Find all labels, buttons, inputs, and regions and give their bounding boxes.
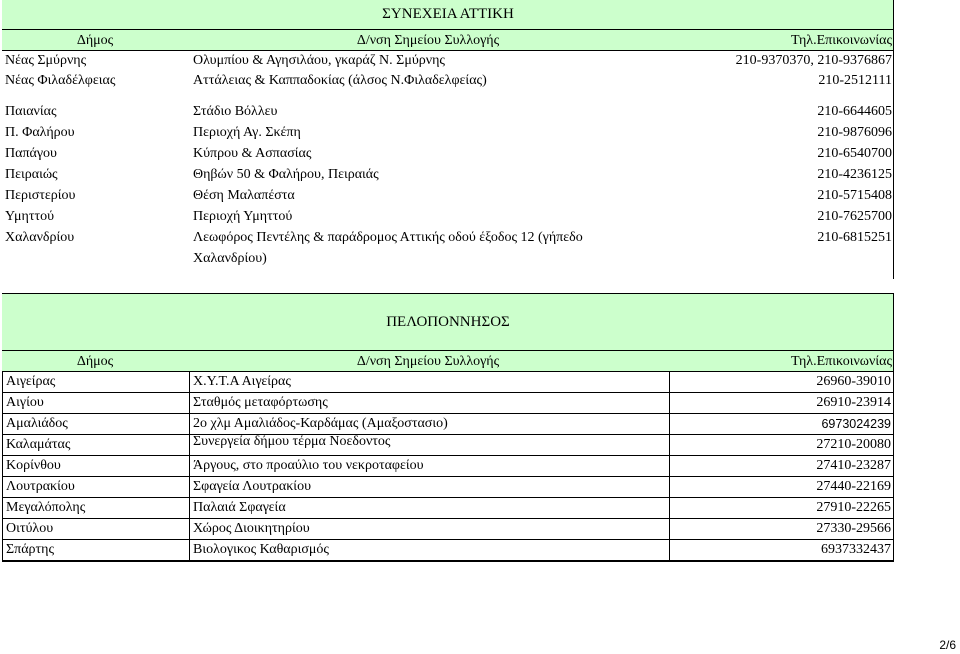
cell-dimos: Αμαλιάδος (2, 414, 190, 434)
cell-point: Σφαγεία Λουτρακίου (190, 477, 670, 497)
cell-phone: 210-9370370, 210-9376867 (735, 53, 892, 68)
section-attiki (2, 0, 894, 269)
header-dimos: Δήμος (76, 354, 114, 369)
cell-point: 2ο χλμ Αμαλιάδος-Καρδάμας (Αμαξοστασιο) (190, 414, 670, 434)
cell-point: Χώρος Διοικητηρίου (190, 519, 670, 539)
table-row (2, 414, 894, 435)
cell-dimos: Κορίνθου (2, 456, 190, 476)
cell-point: Συνεργεία δήμου τέρμα Νοεδοντος (190, 435, 670, 455)
cell-dimos: Μεγαλόπολης (2, 498, 190, 518)
cell-phone: 26910-23914 (670, 393, 894, 413)
cell-point: Βιολογικος Καθαρισμός (190, 540, 670, 560)
cell-dimos: Υμηττού (5, 209, 55, 224)
cell-point: Στάδιο Βόλλευ (193, 104, 278, 119)
header-phone: Τηλ.Επικοινωνίας (790, 33, 892, 48)
cell-point: Κύπρου & Ασπασίας (193, 146, 312, 161)
cell-point: Χ.Υ.Τ.Α Αιγείρας (190, 372, 670, 392)
table-row (2, 372, 894, 393)
cell-phone: 210-9876096 (817, 125, 892, 140)
table-row (2, 122, 894, 143)
cell-phone: 210-6644605 (817, 104, 892, 119)
cell-phone: 210-7625700 (817, 209, 892, 224)
section-title: ΣΥΝΕΧΕΙΑ ΑΤΤΙΚΗ (2, 0, 894, 30)
page-number: 2/6 (939, 638, 956, 652)
cell-dimos: Περιστερίου (5, 188, 76, 203)
table-header (2, 351, 894, 372)
table-row (2, 519, 894, 540)
table-row (2, 477, 894, 498)
spacer (2, 91, 894, 101)
header-point: Δ/νση Σημείου Συλλογής (356, 33, 500, 48)
cell-point: Περιοχή Υμηττού (193, 209, 293, 224)
section-title: ΠΕΛΟΠΟΝΝΗΣΟΣ (2, 293, 894, 351)
table-row (2, 435, 894, 456)
table-header (2, 30, 894, 51)
table-row (2, 206, 894, 227)
cell-phone: 210-6540700 (817, 146, 892, 161)
cell-phone: 210-6815251 (817, 230, 892, 245)
section-peloponnisos (2, 293, 894, 561)
cell-dimos: Αιγίου (2, 393, 190, 413)
cell-point: Θέση Μαλαπέστα (193, 188, 295, 203)
table-row (2, 164, 894, 185)
cell-dimos: Πειραιώς (5, 167, 58, 182)
cell-dimos: Χαλανδρίου (5, 230, 75, 245)
cell-phone: 27330-29566 (670, 519, 894, 539)
table-row (2, 456, 894, 477)
table-row (2, 185, 894, 206)
cell-point: Αττάλειας & Καππαδοκίας (άλσος Ν.Φιλαδελφείας) (193, 73, 487, 88)
cell-dimos: Οιτύλου (2, 519, 190, 539)
cell-phone: 27440-22169 (670, 477, 894, 497)
cell-dimos: Π. Φαλήρου (5, 125, 75, 140)
cell-dimos: Λουτρακίου (2, 477, 190, 497)
cell-point: Λεωφόρος Πεντέλης & παράδρομος Αττικής οδού έξοδος 12 (γήπεδο Χαλανδρίου) (193, 230, 583, 266)
cell-phone: 210-4236125 (817, 167, 892, 182)
table-row (2, 393, 894, 414)
table-row (2, 71, 894, 91)
table-row (2, 101, 894, 122)
table-row (2, 498, 894, 519)
table-row (2, 143, 894, 164)
cell-dimos: Αιγείρας (2, 372, 190, 392)
cell-dimos: Παιανίας (5, 104, 57, 119)
cell-phone: 27910-22265 (670, 498, 894, 518)
cell-phone: 6937332437 (670, 540, 894, 560)
header-point: Δ/νση Σημείου Συλλογής (356, 354, 500, 369)
cell-phone: 210-2512111 (818, 73, 892, 88)
cell-phone: 27210-20080 (670, 435, 894, 455)
table-row (2, 227, 894, 269)
table-row (2, 540, 894, 561)
table-row (2, 51, 894, 71)
cell-phone: 6973024239 (670, 414, 894, 434)
header-dimos: Δήμος (76, 33, 114, 48)
cell-dimos: Νέας Σμύρνης (5, 53, 87, 68)
cell-point: Περιοχή Αγ. Σκέπη (193, 125, 301, 140)
cell-phone: 26960-39010 (670, 372, 894, 392)
cell-dimos: Νέας Φιλαδέλφειας (5, 73, 116, 88)
cell-dimos: Καλαμάτας (2, 435, 190, 455)
cell-phone: 27410-23287 (670, 456, 894, 476)
cell-point: Σταθμός μεταφόρτωσης (190, 393, 670, 413)
cell-point: Θηβών 50 & Φαλήρου, Πειραιάς (193, 167, 379, 182)
cell-dimos: Παπάγου (5, 146, 57, 161)
cell-phone: 210-5715408 (817, 188, 892, 203)
header-phone: Τηλ.Επικοινωνίας (790, 354, 892, 369)
cell-point: Ολυμπίου & Αγησιλάου, γκαράζ Ν. Σμύρνης (193, 53, 445, 68)
cell-point: Άργους, στο προαύλιο του νεκροταφείου (190, 456, 670, 476)
cell-point: Παλαιά Σφαγεία (190, 498, 670, 518)
cell-dimos: Σπάρτης (2, 540, 190, 560)
